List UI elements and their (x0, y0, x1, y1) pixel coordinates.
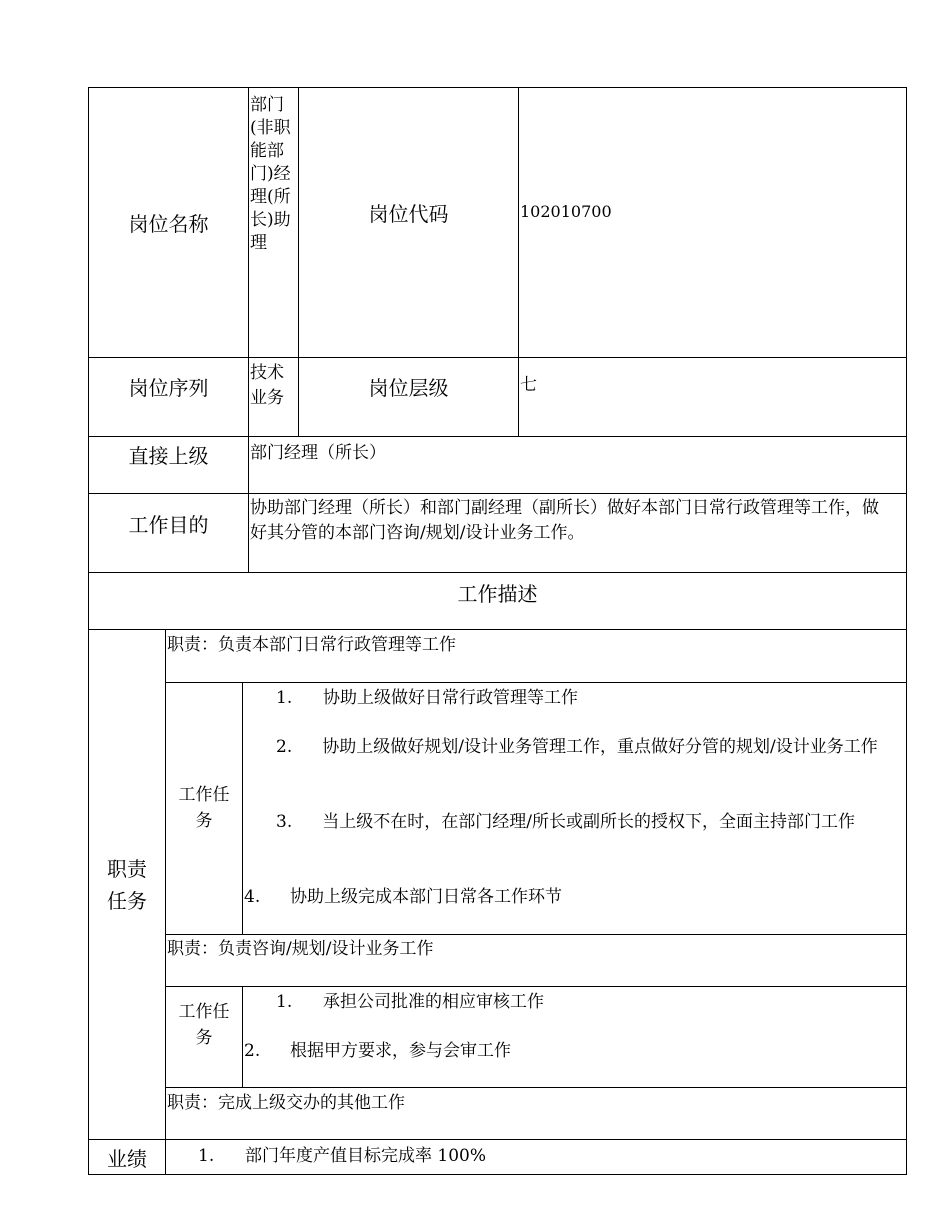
purpose-label: 工作目的 (128, 512, 209, 537)
task-1-2 (276, 734, 892, 760)
task-1-1-num: 1. (276, 688, 293, 708)
task-2-1-num: 1. (276, 992, 293, 1012)
task-label-1: 工作任务 (178, 785, 230, 831)
post-sequence-value: 技术业务 (250, 363, 284, 408)
task-1-3-text: 当上级不在时，在部门经理/所长或副所长的授权下，全面主持部门工作 (322, 812, 855, 832)
post-level-label: 岗位层级 (368, 376, 449, 400)
post-sequence-label: 岗位序列 (128, 376, 209, 400)
performance-1-text: 部门年度产值目标完成率 100% (245, 1146, 487, 1166)
supervisor-label: 直接上级 (128, 444, 209, 468)
description-title: 工作描述 (457, 581, 538, 606)
post-name-value: 部门(非职能部门)经理(所长)助理 (250, 95, 291, 253)
duty-2-title: 职责：负责咨询/规划/设计业务工作 (167, 939, 434, 959)
supervisor-value: 部门经理（所长） (250, 443, 386, 463)
task-1-2-text: 协助上级做好规划/设计业务管理工作，重点做好分管的规划/设计业务工作 (322, 737, 878, 757)
post-code-value: 102010700 (520, 202, 612, 221)
duty-1-title: 职责：负责本部门日常行政管理等工作 (167, 635, 456, 655)
duty-3-title: 职责：完成上级交办的其他工作 (167, 1093, 405, 1113)
task-1-4-num: 4. (244, 887, 261, 907)
task-1-4-text: 协助上级完成本部门日常各工作环节 (290, 887, 562, 907)
task-1-1-text: 协助上级做好日常行政管理等工作 (323, 688, 578, 708)
duty-section-label: 职责任务 (107, 856, 147, 913)
task-1-3 (276, 809, 892, 835)
task-2-2-num: 2. (244, 1041, 261, 1061)
performance-label: 业绩 (107, 1146, 147, 1171)
task-2-2-text: 根据甲方要求，参与会审工作 (290, 1041, 511, 1061)
purpose-value: 协助部门经理（所长）和部门副经理（副所长）做好本部门日常行政管理等工作，做好其分管的本部门咨询/规划/设计业务工作。 (250, 498, 879, 543)
performance-1-num: 1. (198, 1146, 215, 1166)
post-code-label: 岗位代码 (368, 202, 449, 226)
task-label-2: 工作任务 (178, 1002, 230, 1048)
task-2-1-text: 承担公司批准的相应审核工作 (323, 992, 544, 1012)
task-1-2-num: 2. (276, 737, 293, 757)
post-name-label: 岗位名称 (128, 212, 209, 236)
task-1-3-num: 3. (276, 812, 293, 832)
post-level-value: 七 (520, 375, 537, 395)
